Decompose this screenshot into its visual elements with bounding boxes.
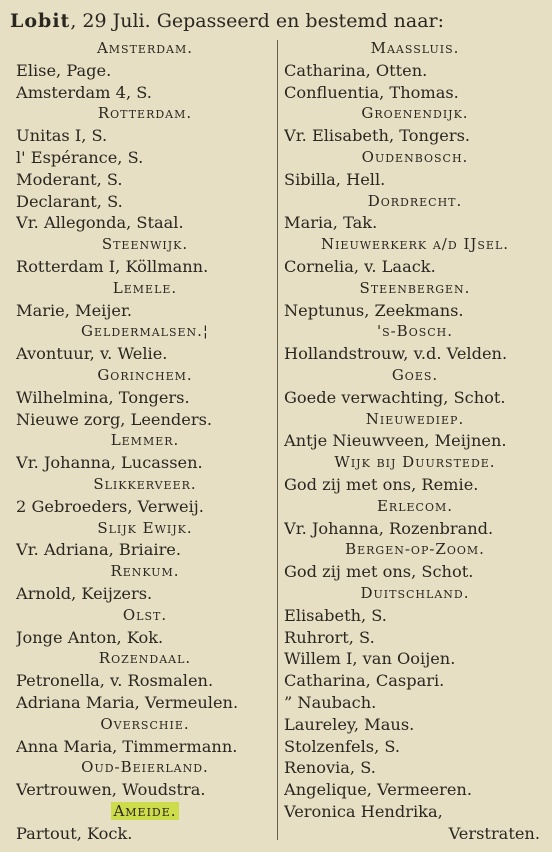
destination-heading [284,278,546,300]
ship-entry [284,670,546,692]
destination-name: Dordrecht. [367,191,463,210]
destination-heading [284,191,546,213]
destination-heading [284,365,546,387]
ship-entry [284,736,546,758]
ship-entry [284,430,546,452]
ship-text: Petronella, v. Rosmalen. [16,671,214,691]
ship-entry [16,692,274,714]
ship-entry [16,779,274,801]
destination-heading [284,321,546,343]
ship-entry [284,474,546,496]
destination-heading [284,583,546,605]
ship-text: Angelique, Vermeeren. [284,780,472,800]
destination-name: Lemmer. [110,431,180,450]
ship-text: Declarant, S. [16,191,123,211]
ship-text: Willem I, van Ooijen. [284,649,456,669]
ship-entry [16,343,274,365]
destination-name: Bergen-op-Zoom. [345,540,485,559]
ship-text: Catharina, Otten. [284,60,428,80]
ship-text: Maria, Tak. [284,213,378,233]
ship-entry [284,300,546,322]
destination-name: Goes. [391,365,439,384]
destination-heading [16,365,274,387]
destination-name: Maassluis. [370,39,460,57]
destination-name: Rotterdam. [97,104,193,123]
destination-heading [284,539,546,561]
destination-heading [284,409,546,431]
ship-text: God zij met ons, Remie. [284,474,479,494]
destination-name: Oud-Beierland. [81,758,209,777]
ship-text: Marie, Meijer. [16,300,133,320]
ship-entry [16,496,274,518]
destination-heading [284,496,546,518]
ship-text: Stolzenfels, S. [284,736,401,756]
destination-heading [16,518,274,540]
ship-text: God zij met ons, Schot. [284,562,474,582]
ship-entry [284,648,546,670]
destination-heading [284,103,546,125]
destination-name: Gorinchem. [97,365,193,384]
ship-text: Laureley, Maus. [284,714,415,734]
ship-entry [284,387,546,409]
destination-heading [16,801,274,823]
destination-name: Amsterdam. [96,39,194,57]
ship-entry [284,256,546,278]
destination-name: Overschie. [100,714,190,733]
destination-name: Olst. [122,605,168,624]
ship-entry [16,147,274,169]
ship-entry [16,736,274,758]
ship-entry [16,60,274,82]
ship-entry [284,125,546,147]
ship-entry [284,212,546,234]
ship-text: Vr. Johanna, Rozenbrand. [284,518,494,538]
ship-entry [16,583,274,605]
ship-text: Sibilla, Hell. [284,169,386,189]
notice-header [10,6,546,36]
ship-entry [284,518,546,540]
destination-heading [284,147,546,169]
ship-text: Moderant, S. [16,169,123,189]
ship-text: Amsterdam 4, S. [16,82,152,102]
destination-name: Erlecom. [376,496,454,515]
ship-entry [16,823,274,845]
destination-name: Renkum. [110,562,180,581]
ship-entry [16,300,274,322]
destination-heading [16,714,274,736]
destination-heading [284,234,546,256]
ship-text: Confluentia, Thomas. [284,82,459,102]
ship-entry [284,82,546,104]
ship-entry [284,714,546,736]
ship-text: Vertrouwen, Woudstra. [16,780,206,800]
destination-heading [16,278,274,300]
ship-text: Verstraten. [448,823,540,843]
column-divider [277,40,278,840]
ship-text: Unitas I, S. [16,126,108,146]
destination-heading [16,605,274,627]
destination-heading [16,648,274,670]
destination-name: Rozendaal. [98,649,192,668]
destination-heading [284,452,546,474]
ship-entry [16,212,274,234]
ship-entry [16,670,274,692]
ship-text: Cornelia, v. Laack. [284,256,436,276]
ship-entry-continuation [284,823,546,845]
ship-entry [284,605,546,627]
destination-name: Wijk bij Duurstede. [334,453,496,472]
destination-heading [16,430,274,452]
ship-text: Avontuur, v. Welie. [16,344,168,364]
ship-text: Neptunus, Zeekmans. [284,300,464,320]
ship-text: Vr. Allegonda, Staal. [16,213,184,233]
destination-heading [284,38,546,60]
destination-heading [16,234,274,256]
ship-text: Adriana Maria, Vermeulen. [16,692,239,712]
ship-text: Renovia, S. [284,758,376,778]
ship-entry [16,627,274,649]
right-column [284,38,546,844]
destination-name: Slikkerveer. [93,474,197,493]
ship-entry [284,801,546,823]
destination-name: Oudenbosch. [361,147,469,166]
header-place: Lobit [10,10,71,32]
ship-text: Ruhrort, S. [284,627,375,647]
ship-entry [16,169,274,191]
ship-text: Antje Nieuwveen, Meijnen. [284,431,507,451]
destination-name: Nieuwerkerk a/d IJsel. [320,235,510,254]
destination-name: Steenbergen. [359,278,471,297]
ship-entry [16,82,274,104]
ship-entry [16,409,274,431]
ship-text: Arnold, Keijzers. [16,583,153,603]
ship-entry [16,387,274,409]
ship-text: Nieuwe zorg, Leenders. [16,409,213,429]
ship-entry [16,452,274,474]
ship-text: Elisabeth, S. [284,605,387,625]
ship-text: Vr. Adriana, Briaire. [16,540,182,560]
destination-heading [16,757,274,779]
ship-entry [16,191,274,213]
destination-heading [16,474,274,496]
destination-heading [16,103,274,125]
destination-name: Geldermalsen.¦ [81,322,209,341]
ship-entry [284,627,546,649]
ship-text: Catharina, Caspari. [284,671,445,691]
destination-name: Steenwijk. [101,235,189,254]
ship-text: Goede verwachting, Schot. [284,387,506,407]
ship-text: Jonge Anton, Kok. [16,627,164,647]
ship-text: Partout, Kock. [16,823,133,843]
ship-entry [284,561,546,583]
ship-text: Veronica Hendrika, [284,801,443,821]
ship-entry [284,757,546,779]
ship-text: Anna Maria, Timmermann. [16,736,238,756]
ship-entry [284,60,546,82]
ship-entry [284,779,546,801]
ship-entry [16,539,274,561]
destination-name: 's-Bosch. [376,322,454,341]
ship-text: Vr. Elisabeth, Tongers. [284,126,471,146]
ship-entry [284,692,546,714]
destination-name: Lemele. [112,278,178,297]
destination-name: Ameide. [113,801,177,820]
destination-name: Nieuwediep. [365,409,465,428]
ship-entry [16,125,274,147]
ship-text: ” Naubach. [284,692,377,712]
ship-entry [16,256,274,278]
ship-entry [284,169,546,191]
destination-name: Duitschland. [360,583,470,602]
destination-heading [16,561,274,583]
ship-text: Elise, Page. [16,60,112,80]
ship-text: Vr. Johanna, Lucassen. [16,453,203,473]
destination-name: Slijk Ewijk. [97,518,193,537]
ship-text: Wilhelmina, Tongers. [16,387,190,407]
destination-heading [16,38,274,60]
header-text: , 29 Juli. Gepasseerd en bestemd naar: [70,10,445,32]
destination-name: Groenendijk. [361,104,469,123]
ship-text: Hollandstrouw, v.d. Velden. [284,344,508,364]
ship-entry [284,343,546,365]
left-column [16,38,274,844]
ship-text: 2 Gebroeders, Verweij. [16,496,204,516]
ship-text: l' Espérance, S. [16,147,144,167]
ship-text: Rotterdam I, Köllmann. [16,256,209,276]
destination-heading [16,321,274,343]
